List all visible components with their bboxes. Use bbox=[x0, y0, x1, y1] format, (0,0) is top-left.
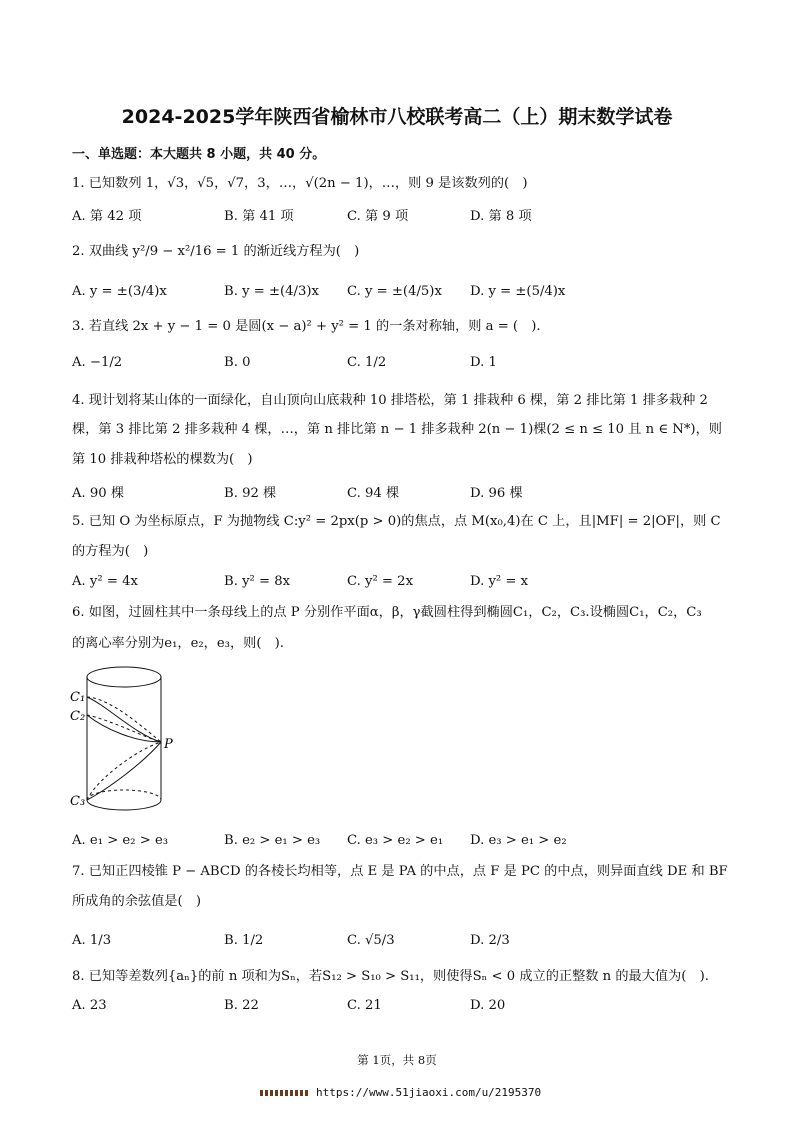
option-a: A. 1/3 bbox=[72, 933, 112, 948]
exam-title: 2024-2025学年陕西省榆林市八校联考高二（上）期末数学试卷 bbox=[121, 106, 673, 128]
page-footer: 第 1页，共 8页 bbox=[357, 1053, 437, 1067]
option-b: B. y = ±(4/3)x bbox=[224, 284, 319, 299]
option-a: A. 90 棵 bbox=[72, 486, 125, 501]
option-b: B. 0 bbox=[224, 355, 251, 370]
option-a: A. −1/2 bbox=[72, 355, 123, 370]
option-d: D. y² = x bbox=[470, 574, 529, 589]
option-c: C. 94 棵 bbox=[347, 486, 400, 501]
section-heading: 一、单选题：本大题共 8 小题，共 40 分。 bbox=[72, 147, 326, 162]
option-d: D. 20 bbox=[470, 998, 506, 1013]
option-a: A. 23 bbox=[72, 998, 107, 1013]
watermark-logo-icon bbox=[260, 1090, 308, 1096]
question-3-stem: 3. 若直线 2x + y − 1 = 0 是圆(x − a)² + y² = 1 的一条对称轴，则 a = ( ). bbox=[72, 319, 541, 334]
question-4-line-2: 棵，第 3 排比第 2 排多栽种 4 棵，…，第 n 排比第 n − 1 排多栽种 2(n − 1)棵(2 ≤ n ≤ 10 且 n ∈ N*)，则 bbox=[72, 422, 722, 437]
option-c: C. 1/2 bbox=[347, 355, 387, 370]
option-d: D. 1 bbox=[470, 355, 497, 370]
question-7-line-1: 7. 已知正四棱锥 P − ABCD 的各棱长均相等，点 E 是 PA 的中点，点 F 是 PC 的中点，则异面直线 DE 和 BF bbox=[72, 864, 728, 879]
question-6-line-2: 的离心率分别为e₁，e₂，e₃，则( ). bbox=[72, 636, 285, 651]
question-4-line-1: 4. 现计划将某山体的一面绿化，自山顶向山底栽种 10 排塔松，第 1 排栽种 6 棵，第 2 排比第 1 排多栽种 2 bbox=[72, 393, 708, 408]
option-c: C. y² = 2x bbox=[347, 574, 414, 589]
option-a: A. y = ±(3/4)x bbox=[72, 284, 167, 299]
label-p: P bbox=[164, 737, 173, 752]
option-b: B. 第 41 项 bbox=[224, 209, 294, 224]
option-d: D. 96 棵 bbox=[470, 486, 523, 501]
option-b: B. 92 棵 bbox=[224, 486, 277, 501]
option-c: C. 21 bbox=[347, 998, 382, 1013]
watermark bbox=[260, 1086, 541, 1099]
question-5-line-2: 的方程为( ) bbox=[72, 544, 149, 559]
option-d: D. e₃ > e₁ > e₂ bbox=[470, 833, 567, 848]
question-5-line-1: 5. 已知 O 为坐标原点，F 为抛物线 C:y² = 2px(p > 0)的焦点，点 M(x₀,4)在 C 上，且|MF| = 2|OF|，则 C bbox=[72, 514, 721, 529]
question-4-line-3: 第 10 排栽种塔松的棵数为( ) bbox=[72, 452, 253, 467]
option-a: A. 第 42 项 bbox=[72, 209, 142, 224]
option-c: C. e₃ > e₂ > e₁ bbox=[347, 833, 444, 848]
option-b: B. 22 bbox=[224, 998, 259, 1013]
cylinder-figure bbox=[66, 660, 184, 815]
option-c: C. 第 9 项 bbox=[347, 209, 409, 224]
option-a: A. y² = 4x bbox=[72, 574, 138, 589]
watermark-url: https://www.51jiaoxi.com/u/2195370 bbox=[316, 1086, 542, 1099]
question-6-line-1: 6. 如图，过圆柱其中一条母线上的点 P 分别作平面α，β，γ截圆柱得到椭圆C₁，C₂，C₃.设椭圆C₁，C₂，C₃ bbox=[72, 605, 702, 620]
option-d: D. y = ±(5/4)x bbox=[470, 284, 566, 299]
option-d: D. 第 8 项 bbox=[470, 209, 532, 224]
question-7-line-2: 所成角的余弦值是( ) bbox=[72, 894, 201, 909]
option-b: B. 1/2 bbox=[224, 933, 264, 948]
option-b: B. y² = 8x bbox=[224, 574, 291, 589]
option-b: B. e₂ > e₁ > e₃ bbox=[224, 833, 321, 848]
label-c2: C₂ bbox=[70, 709, 86, 724]
option-c: C. y = ±(4/5)x bbox=[347, 284, 442, 299]
label-c3: C₃ bbox=[70, 794, 86, 809]
option-d: D. 2/3 bbox=[470, 933, 510, 948]
question-1-stem: 1. 已知数列 1，√3，√5，√7，3，…，√(2n − 1)，…，则 9 是该数列的( ) bbox=[72, 176, 528, 191]
question-2-stem: 2. 双曲线 y²/9 − x²/16 = 1 的渐近线方程为( ) bbox=[72, 244, 360, 259]
option-a: A. e₁ > e₂ > e₃ bbox=[72, 833, 169, 848]
label-c1: C₁ bbox=[70, 690, 86, 705]
question-8-stem: 8. 已知等差数列{aₙ}的前 n 项和为Sₙ，若S₁₂ > S₁₀ > S₁₁，则使得Sₙ < 0 成立的正整数 n 的最大值为( ). bbox=[72, 969, 709, 984]
option-c: C. √5/3 bbox=[347, 933, 395, 948]
